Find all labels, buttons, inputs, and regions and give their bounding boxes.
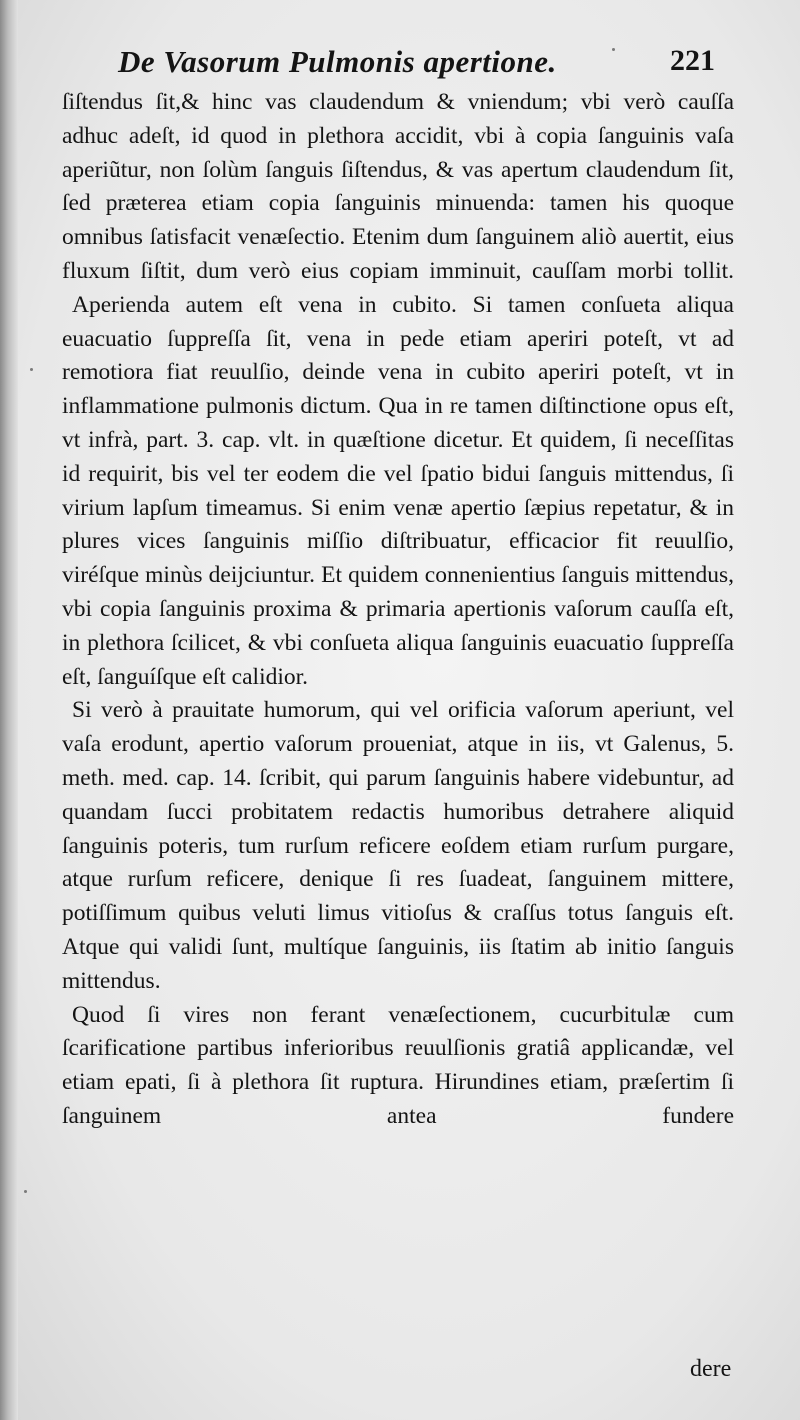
body-text: [62, 86, 734, 1134]
paper-speck: [30, 368, 33, 371]
paragraph-2: Aperienda autem eſt vena in cubito. Si tamen conſueta aliqua euacuatio ſuppreſſa ſit, vena in pede etiam aperiri poteſt, vt ad remotiora fiat reuulſio, deinde vena in cubito aperiri poteſt, vt in inflammatione pulmonis dictum. Qua in re tamen diſtinctione opus eſt, vt infrà, part. 3. cap. vlt. in quæſtione dicetur. Et quidem, ſi neceſſitas id requirit, bis vel ter eodem die vel ſpatio bidui ſanguis mittendus, ſi virium lapſum timeamus. Si enim venæ apertio ſæpius repetatur, & in plures vices ſanguinis miſſio diſtribuatur, efficacior fit reuulſio, viréſque minùs deijciuntur. Et quidem connenientius ſanguis mittendus, vbi copia ſanguinis proxima & primaria apertionis vaſorum cauſſa eſt, in plethora ſcilicet, & vbi conſueta aliqua ſanguinis euacuatio ſuppreſſa eſt, ſanguíſque eſt calidior.: [62, 291, 734, 690]
running-head: [0, 44, 800, 84]
paper-speck: [24, 1190, 27, 1193]
paragraph-1: ſiſtendus ſit,& hinc vas claudendum & vniendum; vbi verò cauſſa adhuc adeſt, id quod in plethora accidit, vbi à copia ſanguinis vaſa aperiũtur, non ſolùm ſanguis ſiſtendus, & vas apertum claudendum ſit, ſed præterea etiam copia ſanguinis minuenda: tamen his quoque omnibus ſatisfacit venæſectio. Etenim dum ſanguinem aliò auertit, eius fluxum ſiſtit, dum verò eius copiam imminuit, cauſſam morbi tollit.: [62, 89, 734, 284]
page-number: 221: [670, 44, 715, 77]
paper-speck: [612, 48, 615, 51]
paragraph-4: Quod ſi vires non ferant venæſectionem, cucurbitulæ cum ſcarificatione partibus inferioribus reuulſionis gratiâ applicandæ, vel etiam epati, ſi à plethora ſit ruptura. Hirundines etiam, præſertim ſi ſanguinem antea fundere: [62, 1001, 734, 1129]
running-title: De Vasorum Pulmonis apertione.: [118, 44, 557, 79]
paragraph-3: Si verò à prauitate humorum, qui vel orificia vaſorum aperiunt, vel vaſa erodunt, apertio vaſorum proueniat, atque in iis, vt Galenus, 5. meth. med. cap. 14. ſcribit, qui parum ſanguinis habere videbuntur, ad quandam ſucci probitatem redactis humoribus detrahere aliquid ſanguinis poteris, tum rurſum reficere eoſdem etiam rurſum purgare, atque rurſum reficere, denique ſi res ſuadeat, ſanguinem mittere, potiſſimum quibus veluti limus vitioſus & craſſus totus ſanguis eſt. Atque qui validi ſunt, multíque ſanguinis, iis ſtatim ab initio ſanguis mittendus.: [62, 697, 734, 994]
catchword: dere: [690, 1356, 732, 1382]
binding-gutter: [0, 0, 18, 1420]
